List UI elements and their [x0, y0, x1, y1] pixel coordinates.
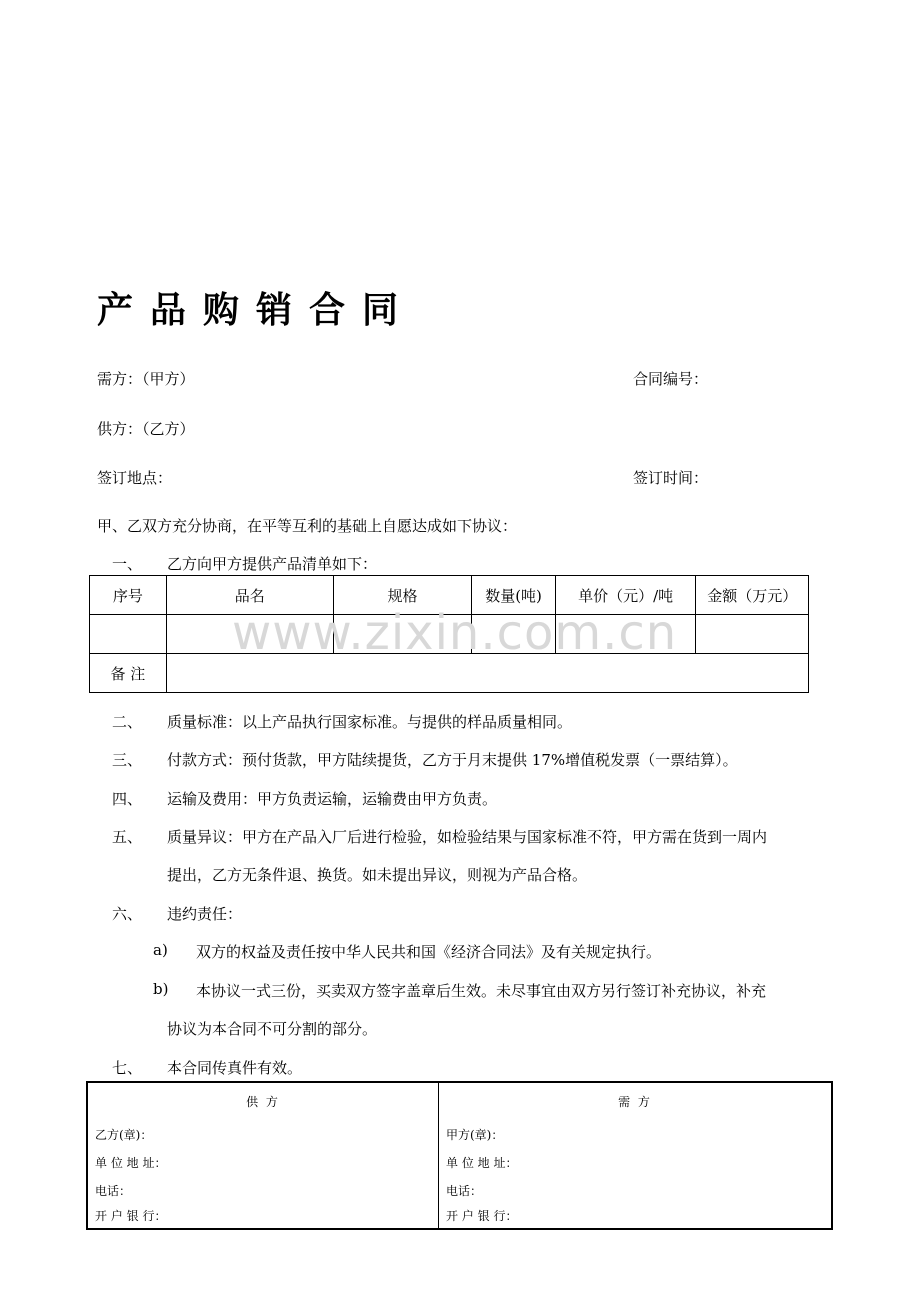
col-header-index: 序号	[90, 576, 167, 615]
col-header-quantity: 数量(吨)	[472, 576, 556, 615]
col-header-name: 品名	[166, 576, 333, 615]
table-cell[interactable]	[90, 615, 167, 654]
clause-text: 质量标准：以上产品执行国家标准。与提供的样品质量相同。	[167, 713, 573, 731]
clause-number: 一、	[112, 555, 143, 573]
buyer-label: 需方：（甲方）	[97, 370, 195, 388]
supplier-address-field[interactable]: 单 位 地 址：	[95, 1156, 167, 1170]
supplier-bank-field[interactable]: 开 户 银 行：	[95, 1209, 167, 1223]
clause-number: 六、	[112, 905, 143, 923]
buyer-seal-field[interactable]: 甲方(章)：	[446, 1128, 504, 1142]
remark-label: 备 注	[90, 654, 167, 693]
clause-number: 二、	[112, 713, 143, 731]
document-title: 产品购销合同	[97, 290, 416, 331]
clause-text: 质量异议：甲方在产品入厂后进行检验，如检验结果与国家标准不符，甲方需在货到一周内	[167, 828, 768, 846]
clause-text: 乙方向甲方提供产品清单如下：	[167, 555, 378, 573]
subclause-text: 本协议一式三份，买卖双方签字盖章后生效。未尽事宜由双方另行签订补充协议，补充	[196, 982, 767, 1000]
signing-time-label: 签订时间：	[633, 469, 709, 487]
col-header-unit-price: 单价（元）/吨	[555, 576, 696, 615]
clause-number: 三、	[112, 751, 143, 769]
subclause-mark: b)	[153, 980, 169, 998]
subclause-text: 双方的权益及责任按中华人民共和国《经济合同法》及有关规定执行。	[196, 943, 662, 961]
supplier-block	[87, 1082, 439, 1229]
buyer-phone-field[interactable]: 电话：	[446, 1184, 483, 1198]
buyer-heading: 需 方	[618, 1095, 652, 1109]
col-header-spec: 规格	[333, 576, 471, 615]
watermark: www.zixin.com.cn	[232, 605, 678, 661]
clause-text: 付款方式：预付货款，甲方陆续提货，乙方于月末提供 17%增值税发票（一票结算）。	[167, 751, 738, 769]
contract-number-label: 合同编号：	[633, 370, 709, 388]
buyer-address-field[interactable]: 单 位 地 址：	[446, 1156, 518, 1170]
supplier-seal-field[interactable]: 乙方(章)：	[95, 1128, 153, 1142]
table-cell[interactable]	[696, 615, 809, 654]
clause-text-continued: 提出，乙方无条件退、换货。如未提出异议，则视为产品合格。	[167, 866, 588, 884]
buyer-bank-field[interactable]: 开 户 银 行：	[446, 1209, 518, 1223]
signing-place-label: 签订地点：	[97, 469, 173, 487]
subclause-mark: a)	[153, 941, 168, 959]
signature-table	[86, 1081, 833, 1230]
clause-number: 四、	[112, 790, 143, 808]
intro-text: 甲、乙双方充分协商，在平等互利的基础上自愿达成如下协议：	[97, 517, 518, 535]
supplier-phone-field[interactable]: 电话：	[95, 1184, 132, 1198]
clause-number: 七、	[112, 1059, 143, 1077]
clause-text: 运输及费用：甲方负责运输，运输费由甲方负责。	[167, 790, 498, 808]
clause-number: 五、	[112, 828, 143, 846]
clause-text: 本合同传真件有效。	[167, 1059, 303, 1077]
buyer-block	[439, 1082, 833, 1229]
supplier-heading: 供 方	[246, 1095, 280, 1109]
subclause-text-continued: 协议为本合同不可分割的部分。	[167, 1020, 378, 1038]
seller-label: 供方：（乙方）	[97, 420, 195, 438]
col-header-amount: 金额（万元）	[696, 576, 809, 615]
clause-text: 违约责任：	[167, 905, 243, 923]
